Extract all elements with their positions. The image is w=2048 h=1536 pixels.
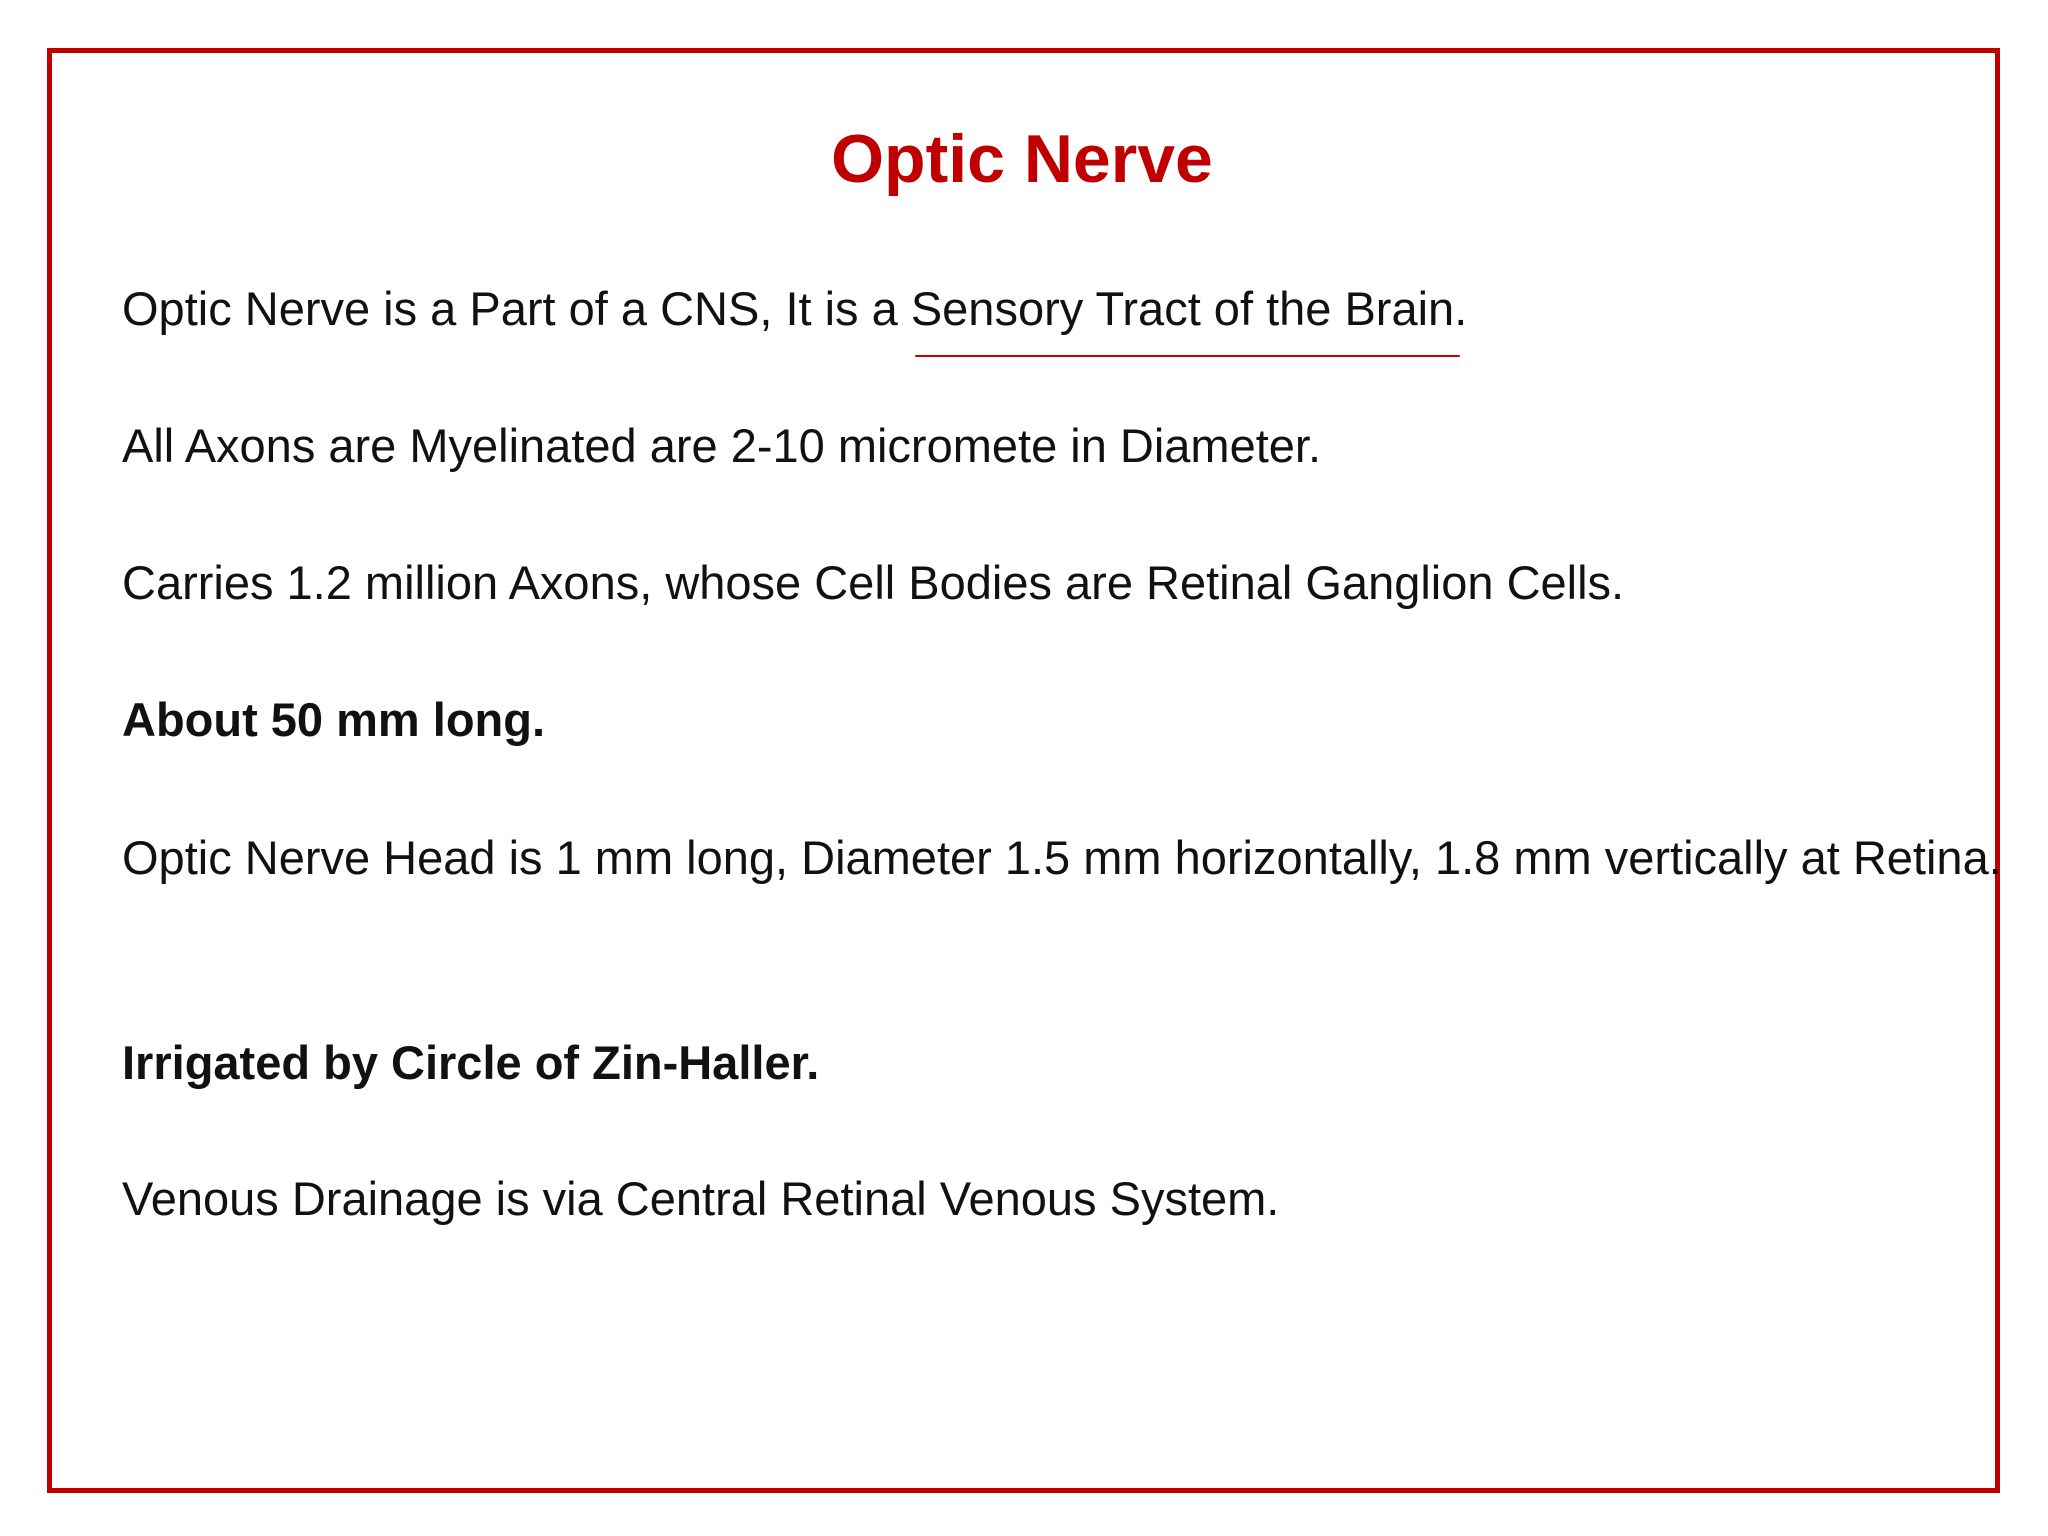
paragraph-length: About 50 mm long. <box>122 693 545 746</box>
paragraph-text-end: . <box>1454 282 1468 335</box>
paragraph-nerve-head: Optic Nerve Head is 1 mm long, Diameter 1.5 mm horizontally, 1.8 mm vertically at Retina. <box>122 831 2002 884</box>
paragraph-axon-count: Carries 1.2 million Axons, whose Cell Bodies are Retinal Ganglion Cells. <box>122 556 1625 609</box>
paragraph-axons-myelinated: All Axons are Myelinated are 2-10 micromete in Diameter. <box>122 419 1322 472</box>
paragraph-text: Optic Nerve is a Part of a CNS, It is a <box>122 282 911 335</box>
paragraph-sensory-tract <box>122 275 1467 343</box>
paragraph-irrigation: Irrigated by Circle of Zin-Haller. <box>122 1036 820 1089</box>
paragraph-venous-drainage: Venous Drainage is via Central Retinal Venous System. <box>122 1172 1280 1225</box>
slide-frame <box>47 48 2000 1493</box>
underlined-phrase: Sensory Tract of the Brain <box>911 275 1454 343</box>
slide-title: Optic Nerve <box>831 121 1213 197</box>
